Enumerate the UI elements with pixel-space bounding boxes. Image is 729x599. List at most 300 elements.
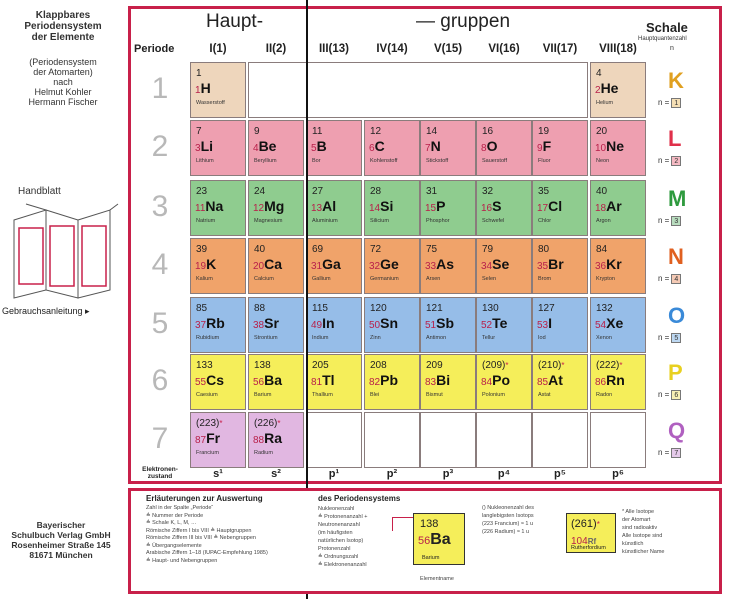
period-number-4: 4: [151, 248, 169, 281]
element-symbol: Br: [548, 256, 564, 272]
element-name: Selen: [482, 276, 497, 282]
shell-n-prefix: n =: [658, 156, 670, 166]
element-symbol: He: [600, 80, 619, 96]
element-mass: 208: [370, 360, 387, 371]
element-mass: 35: [538, 186, 550, 197]
element-symbol-line: [481, 315, 507, 333]
shell-p: [636, 354, 714, 410]
element-mass: 115: [312, 303, 328, 314]
element-name: Fluor: [538, 158, 551, 164]
shell-letter: N: [668, 244, 684, 269]
shell-letter: L: [668, 126, 682, 151]
element-cell-li[interactable]: [190, 120, 246, 176]
element-mass: 88: [254, 303, 266, 314]
element-cell-cs[interactable]: [190, 354, 246, 410]
econf-1: s¹: [213, 468, 223, 480]
element-name: Francium: [196, 450, 219, 456]
element-symbol: Cl: [548, 198, 563, 214]
element-mass: 79: [482, 244, 494, 255]
element-symbol-line: [425, 198, 445, 216]
element-symbol-line: [195, 138, 213, 156]
econf-2: s²: [271, 468, 281, 480]
handblatt-label: Handblatt: [18, 186, 61, 197]
element-symbol-line: [425, 372, 450, 390]
element-name: Radium: [254, 450, 273, 456]
atomic-number: 56: [253, 377, 265, 388]
empty-cell: [476, 412, 532, 468]
shell-k: [636, 62, 714, 118]
element-name: Bor: [312, 158, 321, 164]
element-mass: 120: [370, 303, 387, 314]
element-symbol: Li: [200, 138, 214, 154]
element-mass: 11: [312, 126, 323, 137]
element-name: Strontium: [254, 335, 278, 341]
atomic-number: 8: [481, 143, 487, 154]
element-cell-b[interactable]: [306, 120, 362, 176]
atomic-number: 35: [537, 261, 549, 272]
atomic-number: 55: [195, 377, 207, 388]
element-symbol-line: [425, 315, 454, 333]
element-symbol-line: [595, 372, 625, 390]
element-symbol: Fr: [206, 430, 221, 446]
shell-n-box: 7: [671, 448, 681, 458]
element-symbol-line: [481, 198, 501, 216]
element-cell-ra[interactable]: [248, 412, 304, 468]
element-symbol: Kr: [606, 256, 622, 272]
element-symbol: In: [322, 315, 335, 331]
schale-title: Schale: [646, 20, 688, 35]
element-symbol: I: [548, 315, 553, 331]
element-cell-as[interactable]: [420, 238, 476, 294]
shell-n-value: [658, 448, 681, 458]
element-symbol: K: [206, 256, 217, 272]
element-mass: 133: [196, 360, 213, 371]
element-cell-si[interactable]: [364, 180, 420, 236]
atomic-number: 13: [311, 203, 323, 214]
atomic-number: 50: [369, 320, 381, 331]
radioactive-star: *: [277, 419, 281, 428]
legend-far-right: * Alle Isotope der Atomart sind radioaktiv Alle Isotope sind künstlich künstlicher Name: [622, 509, 665, 555]
element-cell-sb[interactable]: [420, 297, 476, 353]
atomic-number: 10: [595, 143, 607, 154]
shell-n-value: [658, 274, 681, 284]
element-symbol-line: [595, 315, 623, 333]
element-symbol: B: [316, 138, 327, 154]
element-cell-ca[interactable]: [248, 238, 304, 294]
element-cell-se[interactable]: [476, 238, 532, 294]
element-mass: 31: [426, 186, 438, 197]
group-header-7: VII(17): [542, 43, 578, 55]
element-symbol-line: [595, 80, 618, 98]
element-symbol: Se: [492, 256, 510, 272]
element-mass: 32: [482, 186, 494, 197]
element-cell-ga[interactable]: [306, 238, 362, 294]
atomic-number: 81: [311, 377, 323, 388]
legend-mid-body: Nukleonenzahl ≙ Protonenanzahl + Neutronenanzahl (im häufigsten natürlichen Isotop) Protonenzahl ≙ Ordnungszahl ≙ Elektronenanzahl: [318, 506, 368, 568]
element-name: Bismut: [426, 392, 443, 398]
atomic-number: 33: [425, 261, 437, 272]
element-symbol: Tl: [322, 372, 335, 388]
element-symbol: Sr: [264, 315, 279, 331]
element-name: Germanium: [370, 276, 399, 282]
element-name: Arsen: [426, 276, 441, 282]
shell-n-value: [658, 156, 681, 166]
element-symbol-line: [595, 138, 624, 156]
group-header-4: IV(14): [376, 43, 408, 55]
element-symbol: As: [436, 256, 455, 272]
atomic-number: 15: [425, 203, 437, 214]
header-gruppen: — gruppen: [416, 11, 511, 32]
element-name: Calcium: [254, 276, 274, 282]
element-name: Silicium: [370, 218, 389, 224]
element-mass: 16: [482, 126, 494, 137]
element-name: Neon: [596, 158, 610, 164]
element-symbol: O: [486, 138, 498, 154]
element-mass: (226)*: [254, 418, 281, 429]
element-cell-n[interactable]: [420, 120, 476, 176]
element-symbol-line: [369, 372, 398, 390]
element-mass: 138: [254, 360, 271, 371]
element-mass: 12: [370, 126, 382, 137]
schale-subtitle: Hauptquantenzahl: [638, 36, 687, 42]
element-cell-bi[interactable]: [420, 354, 476, 410]
element-name: Polonium: [482, 392, 505, 398]
shell-letter: K: [668, 68, 684, 93]
element-mass: 121: [426, 303, 443, 314]
shell-n-box: 3: [671, 216, 681, 226]
element-cell-rb[interactable]: [190, 297, 246, 353]
element-mass: 40: [254, 244, 266, 255]
atomic-number: 54: [595, 320, 607, 331]
atomic-number: 5: [311, 143, 317, 154]
shell-n-box: 5: [671, 333, 681, 343]
shell-letter: Q: [668, 418, 686, 443]
element-symbol-line: [481, 256, 509, 274]
element-symbol-line: [253, 256, 282, 274]
element-symbol: Mg: [264, 198, 285, 214]
element-mass: 69: [312, 244, 324, 255]
econf-label: Elektronen-zustand: [142, 466, 178, 480]
atomic-number: 37: [195, 320, 207, 331]
element-symbol: Pb: [380, 372, 399, 388]
element-mass: 23: [196, 186, 208, 197]
element-symbol: Ra: [264, 430, 283, 446]
econf-5: p³: [442, 468, 454, 480]
element-symbol-line: [311, 315, 335, 333]
element-name: Gallium: [312, 276, 331, 282]
shell-q: [636, 412, 714, 468]
atomic-number: 53: [537, 320, 549, 331]
element-symbol: Ne: [606, 138, 625, 154]
element-symbol-line: [253, 430, 282, 448]
element-symbol-line: [195, 372, 224, 390]
radioactive-star: *: [619, 361, 623, 370]
element-cell-h[interactable]: [190, 62, 246, 118]
empty-cell: [364, 412, 420, 468]
period-number-5: 5: [151, 307, 169, 340]
element-symbol-line: [369, 315, 398, 333]
element-cell-al[interactable]: [306, 180, 362, 236]
element-name: Aluminium: [312, 218, 338, 224]
element-symbol: Ar: [606, 198, 622, 214]
element-symbol-line: [595, 198, 622, 216]
element-name: Lithium: [196, 158, 214, 164]
element-symbol: H: [200, 80, 211, 96]
atomic-number: 17: [537, 203, 549, 214]
element-symbol: P: [436, 198, 446, 214]
shell-n-value: [658, 216, 681, 226]
period-number-2: 2: [151, 130, 169, 163]
element-cell-mg[interactable]: [248, 180, 304, 236]
element-name: Sauerstoff: [482, 158, 507, 164]
element-symbol-line: [311, 198, 336, 216]
period-number-1: 1: [151, 72, 169, 105]
element-symbol-line: [253, 198, 284, 216]
legend-example-cell: 138 56Ba Barium: [413, 513, 465, 565]
element-name: Stickstoff: [426, 158, 449, 164]
element-name: Astat: [538, 392, 551, 398]
element-mass: 39: [196, 244, 208, 255]
shell-n-value: [658, 333, 681, 343]
element-mass: 130: [482, 303, 499, 314]
group-header-6: VI(16): [488, 43, 520, 55]
atomic-number: 51: [425, 320, 437, 331]
shell-o: [636, 297, 714, 353]
element-symbol: Al: [322, 198, 337, 214]
element-symbol-line: [195, 80, 211, 98]
atomic-number: 4: [253, 143, 259, 154]
element-symbol-line: [311, 138, 327, 156]
element-mass: 80: [538, 244, 550, 255]
element-mass: (210)*: [538, 360, 565, 371]
element-symbol-line: [537, 138, 551, 156]
legend-right-body: () Nukleonenzahl des langlebigsten Isotops (223 Francium) ≈ 1 u (226 Radium) ≈ 1 u: [482, 505, 534, 535]
element-cell-be[interactable]: [248, 120, 304, 176]
atomic-number: 34: [481, 261, 493, 272]
element-symbol: Be: [258, 138, 277, 154]
atomic-number: 1: [195, 85, 201, 96]
atomic-number: 3: [195, 143, 201, 154]
element-symbol: Ga: [322, 256, 341, 272]
econf-3: p¹: [328, 468, 340, 480]
element-mass: 28: [370, 186, 382, 197]
shell-n-value: [658, 98, 681, 108]
element-name: Chlor: [538, 218, 552, 224]
element-mass: 14: [426, 126, 438, 137]
folding-sheet-illustration: [6, 200, 120, 300]
element-symbol-line: [311, 256, 341, 274]
atomic-number: 20: [253, 261, 265, 272]
element-symbol: F: [542, 138, 552, 154]
element-name: Tellur: [482, 335, 496, 341]
econf-8: p⁶: [612, 468, 624, 480]
element-symbol-line: [425, 138, 441, 156]
shell-n-box: 6: [671, 390, 681, 400]
element-cell-sn[interactable]: [364, 297, 420, 353]
atomic-number: 88: [253, 435, 265, 446]
element-mass: 7: [196, 126, 202, 137]
element-mass: 40: [596, 186, 608, 197]
atomic-number: 9: [537, 143, 543, 154]
element-mass: (209)*: [482, 360, 509, 371]
atomic-number: 32: [369, 261, 381, 272]
element-name: Caesium: [196, 392, 218, 398]
atomic-number: 14: [369, 203, 381, 214]
radioactive-star: *: [505, 361, 509, 370]
element-name: Krypton: [596, 276, 615, 282]
atomic-number: 85: [537, 377, 549, 388]
empty-cell: [248, 62, 588, 118]
legend-title: Erläuterungen zur Auswertung: [146, 494, 263, 503]
element-symbol-line: [369, 138, 385, 156]
element-symbol: Rb: [206, 315, 225, 331]
atomic-number: 16: [481, 203, 493, 214]
element-symbol: Ca: [264, 256, 283, 272]
instructions-link[interactable]: Gebrauchsanleitung ▸: [2, 306, 90, 316]
element-name: Kohlenstoff: [370, 158, 398, 164]
atomic-number: 7: [425, 143, 431, 154]
radioactive-star: *: [219, 419, 223, 428]
element-mass: 205: [312, 360, 329, 371]
atomic-number: 87: [195, 435, 207, 446]
element-symbol-line: [537, 315, 552, 333]
element-name: Magnesium: [254, 218, 283, 224]
element-cell-i[interactable]: [532, 297, 588, 353]
legend-pointer-line: [392, 517, 393, 531]
element-mass: 19: [538, 126, 550, 137]
element-symbol-line: [537, 198, 562, 216]
shell-n-prefix: n =: [658, 448, 670, 458]
atomic-number: 84: [481, 377, 493, 388]
shell-n-prefix: n =: [658, 333, 670, 343]
left-subtitle: (Periodensystem der Atomarten) nach Helmut Kohler Hermann Fischer: [28, 57, 98, 107]
element-symbol-line: [195, 315, 225, 333]
shell-n: [636, 238, 714, 294]
element-symbol-line: [425, 256, 454, 274]
element-symbol: Bi: [436, 372, 451, 388]
shell-n-prefix: n =: [658, 216, 670, 226]
element-symbol-line: [253, 372, 282, 390]
element-symbol-line: [369, 198, 393, 216]
atomic-number: 49: [311, 320, 323, 331]
element-mass: (222)*: [596, 360, 623, 371]
legend-example2-cell: (261)* 104Rf Rutherfordium: [566, 513, 616, 553]
element-symbol-line: [311, 372, 335, 390]
group-header-8: VIII(18): [599, 43, 637, 55]
element-symbol-line: [253, 315, 279, 333]
econf-4: p²: [386, 468, 398, 480]
element-name: Indium: [312, 335, 329, 341]
element-name: Schwefel: [482, 218, 505, 224]
element-cell-sr[interactable]: [248, 297, 304, 353]
element-mass: 85: [196, 303, 208, 314]
shell-letter: M: [668, 186, 687, 211]
empty-cell: [420, 412, 476, 468]
element-cell-p[interactable]: [420, 180, 476, 236]
atomic-number: 6: [369, 143, 375, 154]
element-symbol: C: [374, 138, 385, 154]
element-cell-k[interactable]: [190, 238, 246, 294]
periode-header: Periode: [134, 43, 175, 55]
shell-n-prefix: n =: [658, 98, 670, 108]
element-cell-br[interactable]: [532, 238, 588, 294]
element-symbol-line: [369, 256, 399, 274]
element-cell-ge[interactable]: [364, 238, 420, 294]
schale-n-label: n: [670, 45, 674, 52]
element-mass: (223)*: [196, 418, 223, 429]
element-cell-cl[interactable]: [532, 180, 588, 236]
element-symbol-line: [253, 138, 276, 156]
econf-7: p⁵: [554, 468, 566, 480]
element-cell-at[interactable]: [532, 354, 588, 410]
element-symbol-line: [481, 372, 510, 390]
shell-n-box: 2: [671, 156, 681, 166]
element-mass: 72: [370, 244, 382, 255]
element-symbol: Si: [380, 198, 394, 214]
atomic-number: 2: [595, 85, 601, 96]
empty-cell: [306, 412, 362, 468]
element-symbol-line: [195, 198, 223, 216]
legend-left-body: Zahl in der Spalte „Periode“ ≙ Nummer der Periode ≙ Schale K, L, M, … Römische Ziffern I bis VIII ≙ Hauptgruppen Römische Ziffern III bis VIII ≙ Nebengruppen ≙ Übergangselemente Arabische Ziffern 1–18 (IUPAC-Empfehlung 1985) ≙ Haupt- und Nebengruppen: [146, 505, 268, 564]
element-cell-po[interactable]: [476, 354, 532, 410]
group-header-1: I(1): [209, 43, 227, 55]
element-cell-tl[interactable]: [306, 354, 362, 410]
shell-n-box: 4: [671, 274, 681, 284]
element-mass: 132: [596, 303, 613, 314]
atomic-number: 83: [425, 377, 437, 388]
element-symbol: Po: [492, 372, 511, 388]
element-cell-fr[interactable]: [190, 412, 246, 468]
element-cell-na[interactable]: [190, 180, 246, 236]
element-cell-pb[interactable]: [364, 354, 420, 410]
element-symbol: N: [430, 138, 441, 154]
element-cell-f[interactable]: [532, 120, 588, 176]
radioactive-star: *: [561, 361, 565, 370]
element-cell-o[interactable]: [476, 120, 532, 176]
element-name: Phosphor: [426, 218, 450, 224]
element-mass: 84: [596, 244, 608, 255]
legend-mid-title: des Periodensystems: [318, 494, 401, 503]
atomic-number: 82: [369, 377, 381, 388]
element-cell-in[interactable]: [306, 297, 362, 353]
shell-m: [636, 180, 714, 236]
element-cell-s[interactable]: [476, 180, 532, 236]
empty-cell: [532, 412, 588, 468]
element-symbol: Te: [492, 315, 508, 331]
element-name: Helium: [596, 100, 614, 106]
element-name: Kalium: [196, 276, 213, 282]
element-cell-te[interactable]: [476, 297, 532, 353]
element-symbol: Xe: [606, 315, 624, 331]
group-header-5: V(15): [433, 43, 463, 55]
element-cell-c[interactable]: [364, 120, 420, 176]
element-name: Blei: [370, 392, 380, 398]
element-mass: 209: [426, 360, 443, 371]
atomic-number: 86: [595, 377, 607, 388]
atomic-number: 18: [595, 203, 607, 214]
element-mass: 20: [596, 126, 608, 137]
element-name: Argon: [596, 218, 611, 224]
element-symbol: At: [548, 372, 563, 388]
element-symbol-line: [537, 372, 563, 390]
element-name: Brom: [538, 276, 552, 282]
element-mass: 27: [312, 186, 324, 197]
element-name: Zinn: [370, 335, 381, 341]
element-cell-ba[interactable]: [248, 354, 304, 410]
shell-l: [636, 120, 714, 176]
element-name: Thallium: [312, 392, 333, 398]
element-symbol: Rn: [606, 372, 625, 388]
